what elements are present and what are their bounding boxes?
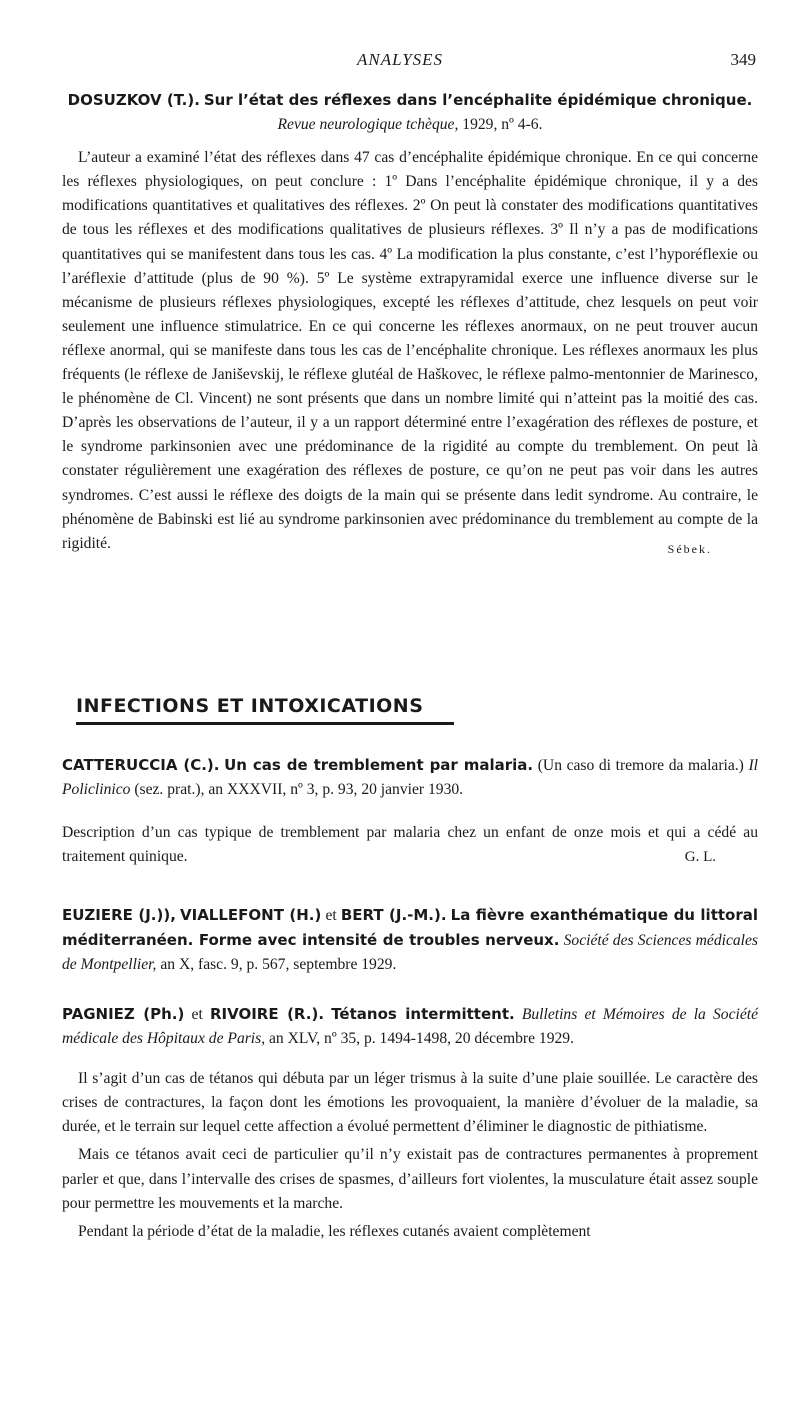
article-paragraph: Mais ce tétanos avait ceci de particulier qu’il n’y existait pas de contractures permanentes à proprement parler et que, dans l’intervalle des crises de spasmes, d’ailleurs fort violentes, la musculature était assez souple pour permettre les mouvements et la marche.	[62, 1146, 758, 1212]
reference-title: Tétanos intermittent.	[331, 1005, 515, 1023]
reference-journal: Il Policlinico	[62, 757, 758, 799]
reference-details: 1929, nº 4-6.	[462, 116, 543, 134]
article-body	[62, 146, 758, 556]
reference-title: Un cas de tremblement par malaria.	[224, 756, 534, 774]
reference-details: (sez. prat.), an XXXVII, nº 3, p. 93, 20 janvier 1930.	[134, 781, 464, 799]
article-body-text: L’auteur a examiné l’état des réflexes dans 47 cas d’encéphalite épidémique chronique. En ce qui concerne les réflexes physiologiques, on peut conclure : 1º Dans l’encéphalite épidémique chronique, il y a des modifications quantitatives et qualitatives des réflexes. 2º On peut là constater des modifications quantitatives de tous les réflexes et des modifications qualitatives de plusieurs réflexes. 3º Il n’y a pas de modifications quantitatives qui se manifestent dans tous les cas. 4º La modification la plus constante, c’est l’hyporéflexie ou l’aréflexie d’attitude (plus de 90 %). 5º Le système extrapyramidal exerce une influence diverse sur le mécanisme de plusieurs réflexes physiologiques, excepté les réflexes d’attitude, chez lesquels on peut voir seulement une influence stimulatrice. En ce qui concerne les réflexes anormaux, on ne peut trouver aucun réflexe anormal, qui se manifeste dans tous les cas de l’encéphalite chronique. Les réflexes anormaux les plus fréquents (le réflexe de Janiševskij, le réflexe glutéal de Haškovec, le réflexe palmo-mentonnier de Marinesco, le phénomène de Cl. Vincent) ne sont présents que dans un nombre limité qui n’atteint pas la moitié des cas. D’après les observations de l’auteur, il y a un rapport déterminé entre l’exagération des réflexes de posture, et le syndrome parkinsonien avec une prédominance de la rigidité au compte du tremblement. On peut là constater régulièrement une exagération des réflexes de posture, ce qu’on ne peut pas voir dans les autres syndromes. C’est aussi le réflexe des doigts de la main qui se présente dans ledit syndrome. Au contraire, le phénomène de Babinski est lié au syndrome parkinsonien avec prédominance du tremblement au compte de la rigidité.	[62, 149, 758, 552]
article-reference	[62, 1002, 758, 1051]
article-paragraph: Pendant la période d’état de la maladie, les réflexes cutanés avaient complètement	[78, 1222, 591, 1240]
reference-journal: Revue neurologique tchèque,	[277, 116, 459, 134]
article-body-text: Description d’un cas typique de tremblement par malaria chez un enfant de onze mois et qui a cédé au traitement quinique.	[62, 824, 758, 866]
reference-original-title: (Un caso di tremore da malaria.)	[537, 757, 744, 774]
article-body	[62, 821, 758, 869]
section-heading: INFECTIONS ET INTOXICATIONS	[76, 695, 424, 717]
article-reference	[62, 903, 758, 977]
reference-title: La fièvre exanthématique du littoral méditerranéen. Forme avec intensité de troubles nerveux.	[62, 906, 758, 950]
reviewer-signature: G. L.	[684, 849, 716, 866]
page-number: 349	[730, 50, 756, 69]
reference-author: BERT (J.-M.).	[340, 906, 447, 924]
reference-conjunction: et	[191, 1006, 203, 1023]
reference-author: PAGNIEZ (Ph.)	[62, 1005, 185, 1023]
reviewer-signature: Sébek.	[667, 541, 712, 556]
article-dosuzkov	[62, 88, 758, 561]
article-pagniez	[62, 1002, 758, 1244]
reference-title: Sur l’état des réflexes dans l’encéphalite épidémique chronique.	[203, 91, 753, 109]
reference-journal: Société des Sciences médicales de Montpellier,	[62, 932, 758, 974]
reference-details: an XLV, nº 35, p. 1494-1498, 20 décembre 1929.	[269, 1030, 574, 1048]
reference-author: DOSUZKOV (T.).	[67, 91, 200, 109]
reference-author: RIVOIRE (R.).	[209, 1005, 325, 1023]
article-euziere	[62, 903, 758, 977]
reference-conjunction: et	[325, 907, 337, 924]
article-paragraph: Il s’agit d’un cas de tétanos qui débuta par un léger trismus à la suite d’une plaie souillée. Le caractère des crises de contractures, la façon dont les émotions les provoquaient, la manière d’évoluer de la maladie, sa durée, et le terrain sur lequel cette affection a évolué permettent d’éliminer le diagnostic de pithiatisme.	[62, 1070, 758, 1136]
article-catteruccia	[62, 753, 758, 869]
article-reference	[62, 753, 758, 802]
reference-author: EUZIERE (J.)),	[62, 906, 176, 924]
running-head-title: ANALYSES	[356, 50, 444, 69]
reference-journal: Bulletins et Mémoires de la Société médicale des Hôpitaux de Paris,	[62, 1006, 759, 1048]
article-reference	[62, 88, 758, 137]
section-rule	[76, 722, 454, 725]
reference-details: an X, fasc. 9, p. 567, septembre 1929.	[160, 956, 397, 974]
running-head	[0, 50, 800, 74]
reference-author: VIALLEFONT (H.)	[180, 906, 322, 924]
reference-author: CATTERUCCIA (C.).	[62, 756, 220, 774]
